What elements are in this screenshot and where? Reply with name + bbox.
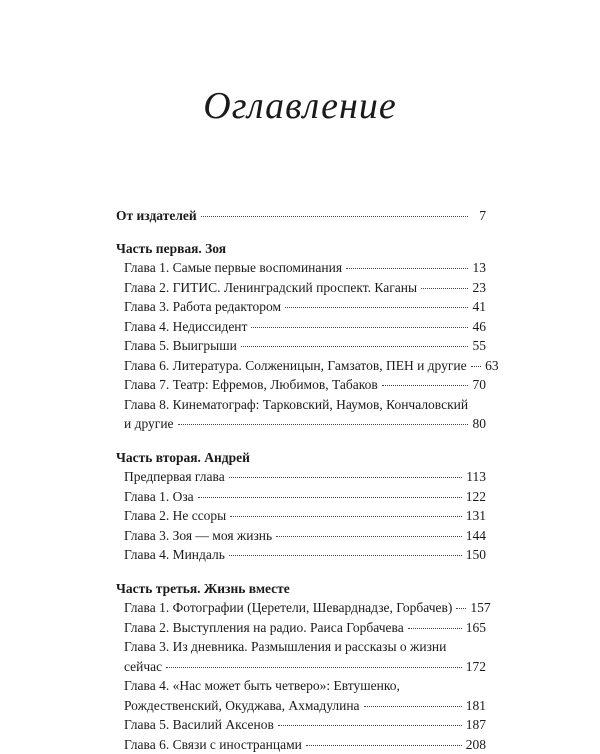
dot-leader	[346, 268, 468, 269]
dot-leader	[456, 608, 466, 609]
toc-entry-label: Глава 4. Миндаль	[124, 545, 225, 565]
toc-entry-label: Глава 3. Работа редактором	[124, 297, 281, 317]
dot-leader	[166, 667, 462, 668]
toc-entry-page: 157	[470, 598, 490, 618]
toc-entry-page: 7	[472, 206, 486, 226]
dot-leader	[251, 327, 468, 328]
dot-leader	[229, 555, 462, 556]
part-heading-label: Часть третья. Жизнь вместе	[116, 579, 290, 599]
toc-entry-page: 172	[466, 657, 486, 677]
dot-leader	[285, 307, 468, 308]
toc-entry[interactable]	[116, 297, 486, 317]
toc-entry-page: 165	[466, 618, 486, 638]
toc-entry-label-continued: и другие	[124, 414, 174, 434]
toc-entry-label: Предпервая глава	[124, 467, 225, 487]
toc-entry-page: 23	[472, 278, 486, 298]
toc-entry-label: Глава 6. Литература. Солженицын, Гамзатов, ПЕН и другие	[124, 356, 467, 376]
toc-entry-label: Глава 2. Выступления на радио. Раиса Горбачева	[124, 618, 404, 638]
page-title: Оглавление	[0, 84, 600, 128]
dot-leader	[306, 745, 462, 746]
toc-entry[interactable]	[116, 487, 486, 507]
dot-leader	[201, 216, 468, 217]
toc-entry-label: Глава 5. Василий Аксенов	[124, 715, 274, 735]
toc-entry-label: Глава 5. Выигрыши	[124, 336, 237, 356]
toc-entry-label: Глава 6. Связи с иностранцами	[124, 735, 302, 754]
dot-leader	[278, 725, 462, 726]
toc-entry-label: Глава 1. Оза	[124, 487, 194, 507]
dot-leader	[229, 477, 463, 478]
toc-entry-page: 187	[466, 715, 486, 735]
toc-entry[interactable]	[116, 618, 486, 638]
toc-entry[interactable]	[116, 278, 486, 298]
dot-leader	[276, 536, 462, 537]
part-heading-label: Часть первая. Зоя	[116, 239, 226, 259]
dot-leader	[241, 346, 468, 347]
toc-entry-page: 41	[472, 297, 486, 317]
dot-leader	[471, 366, 481, 367]
dot-leader	[421, 288, 468, 289]
toc-entry-continuation[interactable]	[116, 657, 486, 677]
toc-entry-page: 122	[466, 487, 486, 507]
toc-entry-first-line[interactable]	[116, 676, 486, 696]
toc-entry-label: От издателей	[116, 206, 197, 226]
toc-entry-page: 70	[472, 375, 486, 395]
toc-entry-page: 208	[466, 735, 486, 754]
toc-entry-label: Глава 3. Из дневника. Размышления и рассказы о жизни	[124, 639, 446, 654]
toc-entry-first-line[interactable]	[116, 395, 486, 415]
part-heading[interactable]	[116, 448, 486, 468]
toc-entry[interactable]	[116, 467, 486, 487]
dot-leader	[408, 628, 462, 629]
toc-entry-page: 46	[472, 317, 486, 337]
toc-entry-label: Глава 2. ГИТИС. Ленинградский проспект. Каганы	[124, 278, 417, 298]
toc-entry[interactable]	[116, 375, 486, 395]
toc-entry-label: Глава 7. Театр: Ефремов, Любимов, Табаков	[124, 375, 378, 395]
toc-entry-page: 131	[466, 506, 486, 526]
toc-entry-label-continued: Рождественский, Окуджава, Ахмадулина	[124, 696, 360, 716]
toc-entry[interactable]	[116, 526, 486, 546]
toc-entry-page: 63	[485, 356, 499, 376]
toc-entry-page: 113	[466, 467, 486, 487]
toc-entry-page: 80	[472, 414, 486, 434]
toc-entry-continuation[interactable]	[116, 414, 486, 434]
toc-entry[interactable]	[116, 735, 486, 754]
toc-entry-label: Глава 2. Не ссоры	[124, 506, 226, 526]
table-of-contents	[116, 206, 486, 754]
toc-entry-page: 13	[472, 258, 486, 278]
dot-leader	[230, 516, 461, 517]
toc-entry-label: Глава 1. Фотографии (Церетели, Шеварднадзе, Горбачев)	[124, 598, 452, 618]
toc-entry-publishers[interactable]	[116, 206, 486, 226]
toc-entry-page: 55	[472, 336, 486, 356]
toc-entry-page: 144	[466, 526, 486, 546]
dot-leader	[178, 424, 468, 425]
toc-entry-label: Глава 3. Зоя — моя жизнь	[124, 526, 272, 546]
dot-leader	[364, 706, 462, 707]
toc-entry[interactable]	[116, 598, 486, 618]
toc-entry[interactable]	[116, 356, 486, 376]
part-heading-label: Часть вторая. Андрей	[116, 448, 250, 468]
toc-entry-label: Глава 4. «Нас может быть четверо»: Евтушенко,	[124, 678, 400, 693]
toc-entry-first-line[interactable]	[116, 637, 486, 657]
toc-entry-label-continued: сейчас	[124, 657, 162, 677]
toc-entry-label: Глава 4. Недиссидент	[124, 317, 247, 337]
toc-entry-label: Глава 1. Самые первые воспоминания	[124, 258, 342, 278]
toc-entry-page: 181	[466, 696, 486, 716]
toc-entry[interactable]	[116, 506, 486, 526]
toc-entry-page: 150	[466, 545, 486, 565]
toc-entry[interactable]	[116, 715, 486, 735]
toc-entry[interactable]	[116, 258, 486, 278]
toc-entry-label: Глава 8. Кинематограф: Тарковский, Наумов, Кончаловский	[124, 397, 468, 412]
dot-leader	[198, 497, 462, 498]
toc-entry-continuation[interactable]	[116, 696, 486, 716]
toc-entry[interactable]	[116, 317, 486, 337]
toc-entry[interactable]	[116, 545, 486, 565]
dot-leader	[382, 385, 468, 386]
part-heading[interactable]	[116, 579, 486, 599]
part-heading[interactable]	[116, 239, 486, 259]
toc-entry[interactable]	[116, 336, 486, 356]
